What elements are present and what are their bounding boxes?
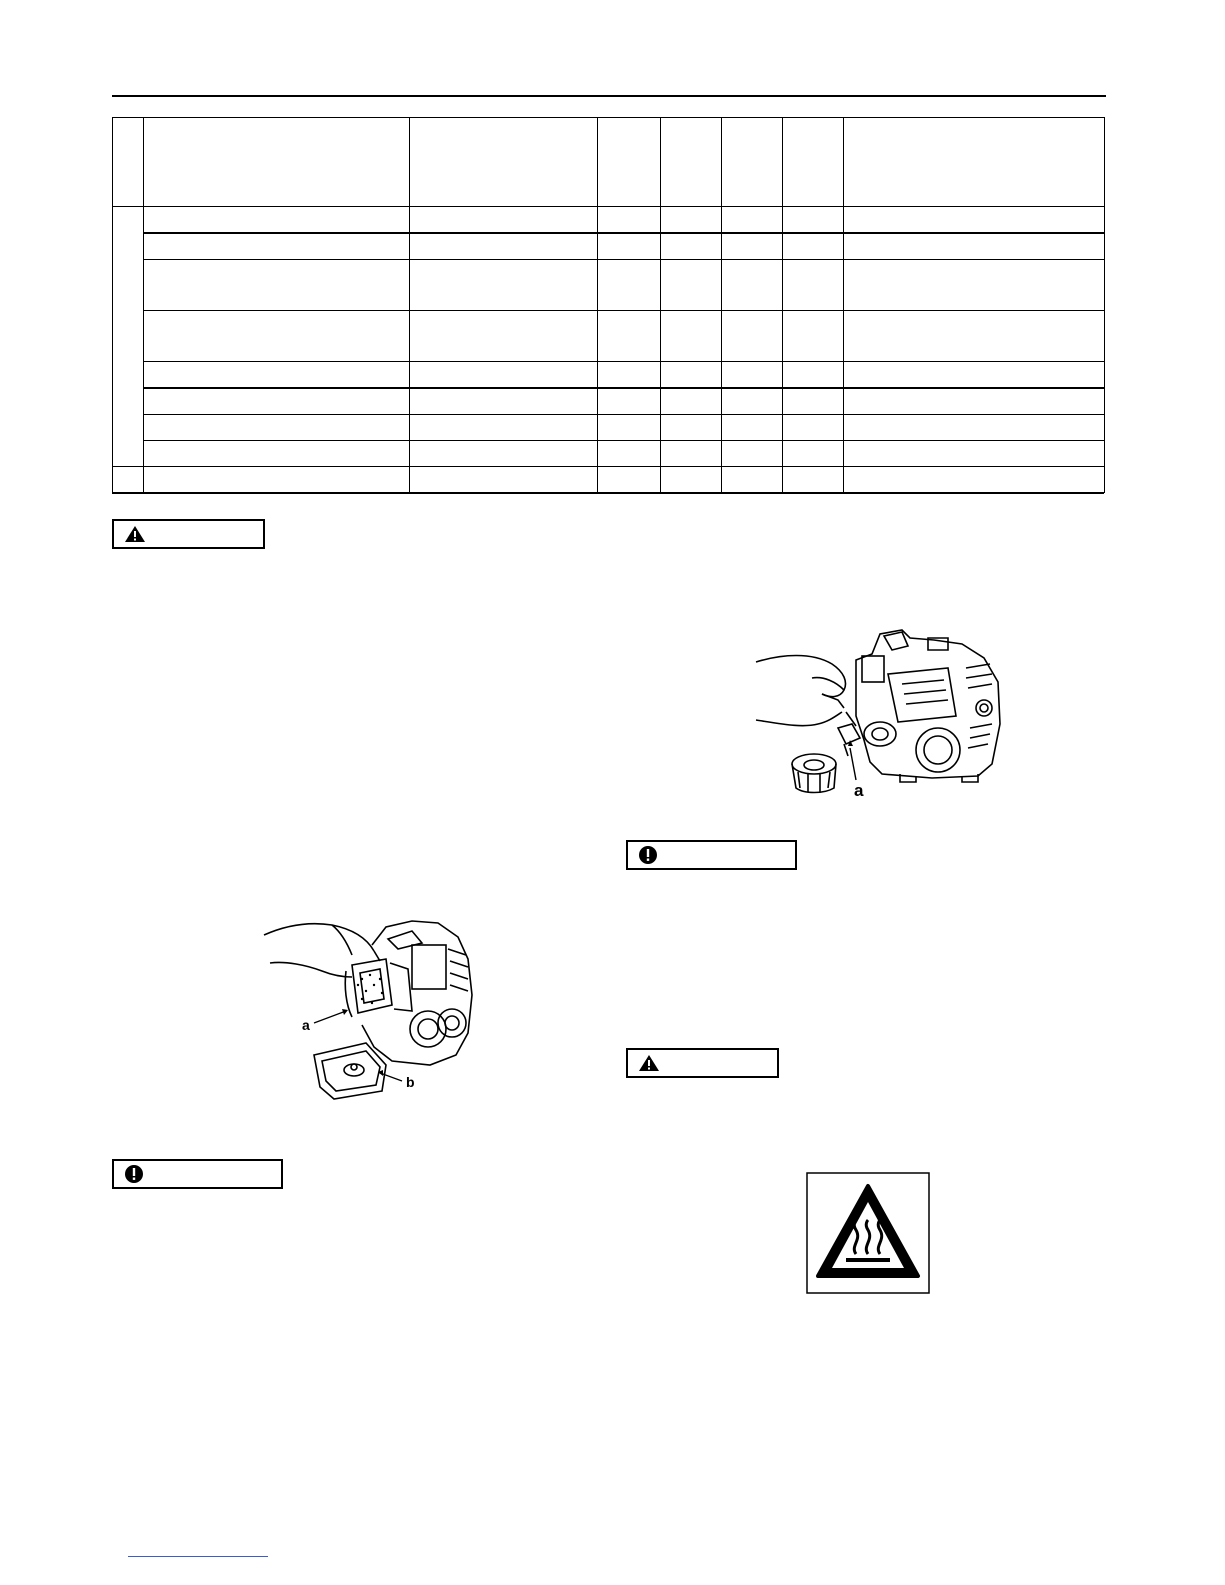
table-cell <box>722 441 783 467</box>
table-cell <box>598 207 661 234</box>
table-cell <box>661 441 722 467</box>
table-cell <box>598 415 661 441</box>
table-cell <box>598 362 661 389</box>
table-cell <box>410 233 598 260</box>
table-cell <box>844 260 1105 311</box>
table-cell <box>144 467 410 493</box>
table-cell <box>783 233 844 260</box>
table-cell <box>598 467 661 493</box>
footer-link-underline[interactable] <box>128 1556 268 1557</box>
table-cell <box>598 233 661 260</box>
table-cell <box>144 388 410 415</box>
header-cell <box>661 118 722 207</box>
section-cell <box>113 467 144 493</box>
table-row <box>113 467 1105 493</box>
table-cell <box>144 415 410 441</box>
table-cell <box>598 311 661 362</box>
table-cell <box>722 362 783 389</box>
table-bottom-rule <box>112 493 1104 496</box>
table-cell <box>598 260 661 311</box>
maintenance-table <box>112 117 1105 493</box>
table-cell <box>722 233 783 260</box>
hot-surface-icon <box>806 1172 930 1294</box>
table-cell <box>410 260 598 311</box>
header-cell <box>113 118 144 207</box>
table-cell <box>844 362 1105 389</box>
table-row <box>113 362 1105 389</box>
header-cell <box>598 118 661 207</box>
section-cell <box>113 207 144 467</box>
table-cell <box>661 233 722 260</box>
table-cell <box>144 362 410 389</box>
table-cell <box>844 207 1105 234</box>
warning-triangle-icon <box>638 1054 660 1072</box>
table-cell <box>661 415 722 441</box>
table-cell <box>661 311 722 362</box>
table-cell <box>783 207 844 234</box>
table-cell <box>722 207 783 234</box>
table-cell <box>783 467 844 493</box>
table-cell <box>661 362 722 389</box>
warning-triangle-icon <box>124 525 146 543</box>
table-cell <box>410 362 598 389</box>
table-row <box>113 233 1105 260</box>
table-cell <box>844 467 1105 493</box>
spark-plug-figure <box>752 624 1006 802</box>
table-header-row <box>113 118 1105 207</box>
table-cell <box>722 388 783 415</box>
table-cell <box>783 362 844 389</box>
exclamation-circle-icon <box>124 1164 144 1184</box>
label-a-filter: a <box>302 1017 310 1033</box>
table-cell <box>722 467 783 493</box>
table-cell <box>144 233 410 260</box>
table-cell <box>783 388 844 415</box>
table-cell <box>844 311 1105 362</box>
notice-box-right <box>626 840 797 870</box>
table-cell <box>410 441 598 467</box>
table-cell <box>844 441 1105 467</box>
label-a-spark: a <box>854 781 864 800</box>
table-cell <box>144 441 410 467</box>
table-cell <box>598 388 661 415</box>
table-cell <box>722 260 783 311</box>
table-cell <box>661 467 722 493</box>
table-cell <box>722 311 783 362</box>
header-cell <box>844 118 1105 207</box>
table-cell <box>410 415 598 441</box>
table-cell <box>410 388 598 415</box>
exclamation-circle-icon <box>638 845 658 865</box>
table-cell <box>783 260 844 311</box>
header-rule <box>112 95 1106 97</box>
warning-box <box>112 519 265 549</box>
table-row <box>113 207 1105 234</box>
air-filter-figure <box>262 915 490 1113</box>
label-b-filter: b <box>406 1074 415 1090</box>
table-cell <box>844 415 1105 441</box>
table-row <box>113 441 1105 467</box>
table-cell <box>410 207 598 234</box>
table-cell <box>144 260 410 311</box>
table-cell <box>144 311 410 362</box>
table-cell <box>844 233 1105 260</box>
table-cell <box>722 415 783 441</box>
table-cell <box>783 311 844 362</box>
table-cell <box>410 467 598 493</box>
header-cell <box>144 118 410 207</box>
table-cell <box>410 311 598 362</box>
table-cell <box>661 260 722 311</box>
table-cell <box>783 415 844 441</box>
header-cell <box>410 118 598 207</box>
table-cell <box>783 441 844 467</box>
table-row <box>113 260 1105 311</box>
warning-box-right <box>626 1048 779 1078</box>
table-row <box>113 388 1105 415</box>
table-cell <box>661 207 722 234</box>
table-row <box>113 311 1105 362</box>
table-cell <box>844 388 1105 415</box>
header-cell <box>783 118 844 207</box>
notice-box-left <box>112 1159 283 1189</box>
table-cell <box>661 388 722 415</box>
table-cell <box>598 441 661 467</box>
header-cell <box>722 118 783 207</box>
table-cell <box>144 207 410 234</box>
table-row <box>113 415 1105 441</box>
